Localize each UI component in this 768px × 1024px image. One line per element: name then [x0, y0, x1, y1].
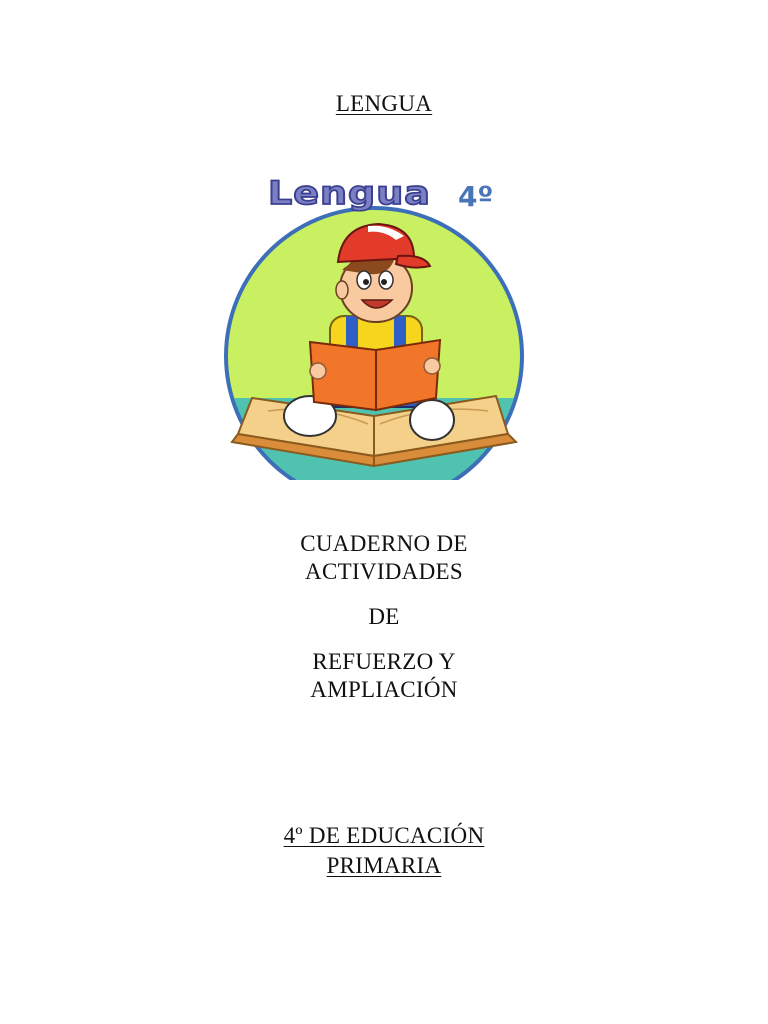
cover-illustration	[218, 166, 538, 480]
held-book	[310, 340, 440, 410]
grade-line-2	[0, 852, 768, 880]
logo-grade: 4º	[458, 180, 494, 213]
subtitle-line-3: DE	[368, 604, 400, 629]
right-shoe	[410, 400, 454, 440]
subtitle-line-4: REFUERZO Y	[312, 649, 456, 674]
document-title-text: LENGUA	[335, 91, 433, 116]
subtitle-line-1: CUADERNO DE	[300, 531, 468, 556]
logo-word: Lengua	[268, 174, 431, 212]
subtitle-line-5: AMPLIACIÓN	[310, 677, 458, 702]
subtitle-line-2: ACTIVIDADES	[305, 559, 463, 584]
document-title	[0, 90, 768, 118]
grade-line-2-text: PRIMARIA	[326, 853, 442, 878]
boy-reading-illustration	[218, 166, 538, 480]
grade-line-1	[0, 822, 768, 850]
grade-line-1-text: 4º DE EDUCACIÓN	[283, 823, 485, 848]
